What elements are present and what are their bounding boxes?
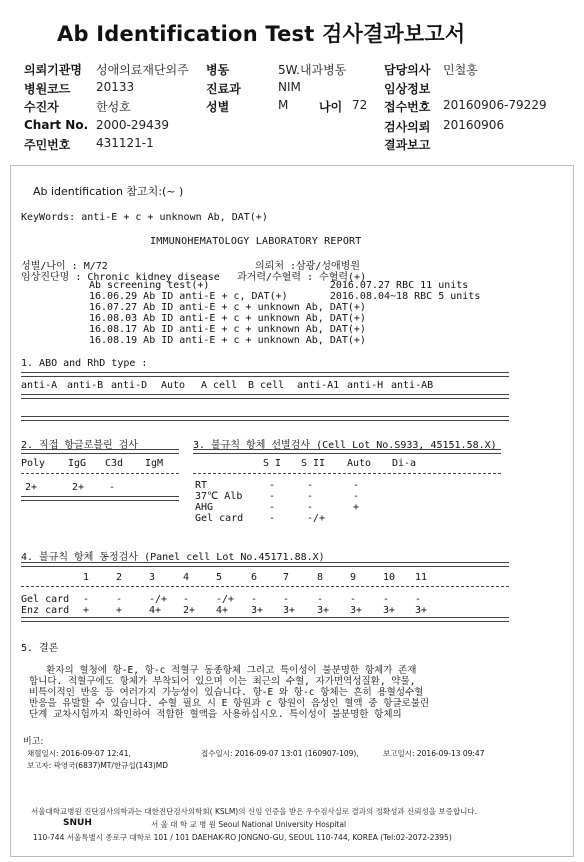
panel-column-header: 2 [116,572,123,583]
dat-column-header: C3d [105,458,124,469]
report-heading: Ab identification 참고치:(~ ) [33,185,184,198]
sec3-title: 3. 불규칙 항체 선별검사 (Cell Lot No.S933, 45151.58.X) [193,440,497,451]
info-referrer: 의뢰처 :삼광/성애병원 [255,261,361,272]
conclusion-line: 단계 교차시험까지 확인하여 적합한 혈액을 사용하십시오. 특이성이 불분명한 항체의 [29,709,402,720]
panel-column-header: 6 [251,572,258,583]
reported-time: 보고일시: 2016-09-13 09:47 [383,749,485,758]
page-title: Ab Identification Test 검사결과보고서 [57,22,466,46]
header-label: 병동 [206,63,230,77]
header-value: 2000-29439 [96,118,170,132]
panel-column-header: 11 [415,572,428,583]
history-line: Ab screening test(+) 2016.07.27 RBC 11 units [89,280,469,291]
panel-cell: 3+ [383,605,396,616]
panel-column-header: 1 [83,572,90,583]
header-value: 20133 [96,80,135,94]
header-value: 성애의료재단외주 [96,63,189,77]
header-value: 5W.내과병동 [278,63,347,77]
panel-row-name: Enz card [21,605,70,616]
header-value: 20160906 [443,118,505,132]
panel-cell: 2+ [183,605,196,616]
cert-statement: 서울대학교병원 진단검사의학과는 대한진단검사의학회( KSLM)의 신임 인증을 받은 우수검사실로 결과의 정확성과 신뢰성을 보증합니다. [31,807,478,816]
abo-column-header: anti-A1 [297,380,340,391]
history-line: 16.08.03 Ab ID anti-E + c + unknown Ab, DAT(+) [89,313,366,324]
history-line: 16.08.17 Ab ID anti-E + c + unknown Ab, DAT(+) [89,324,366,335]
panel-cell: + [83,605,90,616]
snuh-logo: SNUH [63,818,92,828]
panel-cell: -/+ [149,594,168,605]
screen-row-name: 37℃ Alb [195,491,243,502]
dat-column-header: Poly [21,458,46,469]
panel-cell: - [283,594,290,605]
screen-column-header: S II [301,458,326,469]
panel-cell: - [317,594,324,605]
screen-cell: - [353,491,360,502]
collected-time: 채혈일시: 2016-09-07 12:41, [27,749,131,758]
keywords: KeyWords: anti-E + c + unknown Ab, DAT(+) [21,212,268,223]
header-label: 병원코드 [24,82,71,96]
received-time: 접수일시: 2016-09-07 13:01 (160907-109), [201,749,359,758]
header-value: NIM [278,80,301,94]
sec4-title: 4. 불규칙 항체 동정검사 (Panel cell Lot No.45171.88.X) [21,552,325,563]
header-label-age: 나이 [319,100,343,114]
screen-cell: + [353,502,360,513]
panel-cell: - [83,594,90,605]
panel-cell: 4+ [216,605,229,616]
remarks-label: 비고: [23,737,44,747]
panel-cell: - [116,594,123,605]
history-line: 16.08.19 Ab ID anti-E + c + unknown Ab, DAT(+) [89,335,366,346]
abo-column-header: anti-D [111,380,148,391]
dat-column-header: IgM [145,458,164,469]
abo-column-header: anti-H [347,380,384,391]
header-label: 성별 [206,100,230,114]
info-sex-age: 성별/나이 : M/72 [21,261,108,272]
abo-column-header: anti-B [67,380,104,391]
panel-column-header: 9 [350,572,357,583]
screen-row-name: Gel card [195,513,244,524]
panel-cell: 3+ [415,605,428,616]
abo-column-header: anti-A [21,380,58,391]
abo-column-header: Auto [161,380,186,391]
panel-column-header: 7 [283,572,290,583]
history-line: 16.07.27 Ab ID anti-E + c + unknown Ab, DAT(+) [89,302,366,313]
panel-row-name: Gel card [21,594,70,605]
sec5-title: 5. 결론 [21,643,59,654]
screen-cell: - [307,491,314,502]
header-value: 민철홍 [443,63,478,77]
screen-cell: - [269,513,276,524]
screen-cell: - [269,491,276,502]
panel-cell: 3+ [350,605,363,616]
info-transfusion: 과거력/수혈력 : 수혈력(+) [237,272,367,283]
panel-cell: 3+ [317,605,330,616]
screen-cell: - [269,502,276,513]
abo-column-header: A cell [201,380,238,391]
header-label: 검사의뢰 [384,120,431,134]
panel-cell: 3+ [251,605,264,616]
panel-cell: - [183,594,190,605]
header-value: 한성호 [96,100,131,114]
report-paper [10,165,574,857]
screen-column-header: Auto [347,458,372,469]
header-label: 접수번호 [384,100,431,114]
panel-column-header: 4 [183,572,190,583]
conclusion-line: 합니다. 적혈구에도 항체가 부착되어 있으며 이는 최근의 수혈, 자가면역성질환, 약물, [29,676,416,687]
history-line: 16.06.29 Ab ID anti-E + c, DAT(+) 2016.08.04~18 RBC 5 units [89,291,481,302]
screen-cell: -/+ [307,513,326,524]
panel-cell: 3+ [283,605,296,616]
screen-cell: - [353,480,360,491]
reporters: 보고자: 곽영국(6837)MT/한규섭(143)MD [27,761,169,770]
screen-row-name: AHG [195,502,214,513]
dat-value: 2+ [25,482,38,493]
panel-cell: - [383,594,390,605]
header-label: 주민번호 [24,138,71,152]
header-label: 담당의사 [384,63,431,77]
sec2-title: 2. 직접 항글로블린 검사 [21,440,139,451]
header-label: 진료과 [206,82,241,96]
panel-cell: - [251,594,258,605]
screen-cell: - [307,480,314,491]
screen-row-name: RT [195,480,208,491]
screen-column-header: S I [263,458,282,469]
panel-column-header: 8 [317,572,324,583]
panel-cell: 4+ [149,605,162,616]
screen-cell: - [269,480,276,491]
abo-column-header: B cell [248,380,285,391]
abo-column-header: anti-AB [391,380,434,391]
header-label: 의뢰기관명 [24,63,82,77]
panel-column-header: 5 [216,572,223,583]
lab-title: IMMUNOHEMATOLOGY LABORATORY REPORT [150,236,362,247]
screen-cell: - [307,502,314,513]
conclusion-line: 반응을 유발할 수 있습니다. 수혈 필요 시 E 항원과 c 항원이 음성인 혈액 중 항글로불린 [29,698,430,709]
screen-column-header: Di-a [392,458,417,469]
panel-cell: - [415,594,422,605]
panel-cell: -/+ [216,594,235,605]
dat-value: 2+ [72,482,85,493]
address: 110-744 서울특별시 종로구 대학로 101 / 101 DAEHAK-RO JONGNO-GU, SEOUL 110-744, KOREA (Tel:02-2072-2395) [33,833,452,842]
header-value: 431121-1 [96,136,154,150]
panel-column-header: 10 [383,572,396,583]
conclusion-line: 환자의 혈청에 항-E, 항-c 적혈구 동종항체 그리고 특이성이 불분명한 항체가 존재 [29,665,417,676]
info-diagnosis: 임상진단명 : Chronic kidney disease [21,272,220,283]
hospital-name: 서 울 대 학 교 병 원 Seoul National University Hospital [151,820,347,829]
dat-value: - [109,482,116,493]
header-label: 결과보고 [384,138,431,152]
panel-column-header: 3 [149,572,156,583]
dat-column-header: IgG [68,458,87,469]
panel-cell: - [350,594,357,605]
header-label: 수진자 [24,100,59,114]
panel-cell: + [116,605,123,616]
header-label: Chart No. [24,118,89,132]
sec1-title: 1. ABO and RhD type : [21,358,148,369]
header-value: 20160906-79229 [443,98,547,112]
header-label: 임상정보 [384,82,431,96]
conclusion-line: 비특이적인 반응 등 여러가지 가능성이 있습니다. 항-E 와 항-c 항체는 흔히 용혈성수혈 [29,687,424,698]
header-value-age: 72 [352,98,368,112]
header-value: M [278,98,289,112]
